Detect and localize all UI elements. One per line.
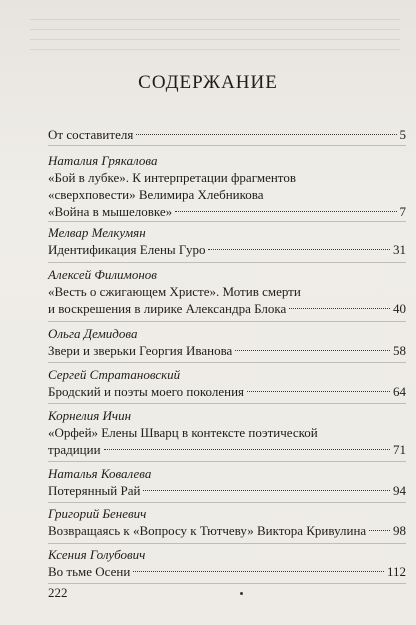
leader-dots <box>289 308 390 309</box>
toc-author: Григорий Беневич <box>48 506 147 521</box>
divider <box>48 362 406 363</box>
leader-dots <box>175 211 396 212</box>
toc-author: Алексей Филимонов <box>48 267 157 282</box>
page-folio: 222 <box>48 585 68 600</box>
divider <box>48 262 406 263</box>
leader-dots <box>369 530 390 531</box>
toc-page-number: 94 <box>393 483 406 498</box>
toc-entry[interactable] <box>48 366 406 400</box>
leader-dots <box>208 249 390 250</box>
divider <box>48 461 406 462</box>
toc-entry-title: Во тьме Осени <box>48 564 131 579</box>
toc-entry[interactable] <box>48 266 406 317</box>
divider <box>48 403 406 404</box>
toc-entry[interactable] <box>48 152 406 220</box>
leader-dots <box>104 449 390 450</box>
toc-entry-line <box>48 241 406 258</box>
print-speck <box>240 592 243 595</box>
toc-entry[interactable] <box>48 325 406 359</box>
toc-page-number: 40 <box>393 301 406 316</box>
divider <box>48 221 406 222</box>
toc-entry-title: Идентификация Елены Гуро <box>48 242 206 257</box>
toc-page-number: 71 <box>393 442 406 457</box>
toc-page-number: 58 <box>393 343 406 358</box>
toc-entry-line <box>48 482 406 499</box>
toc-author: Корнелия Ичин <box>48 408 132 423</box>
toc-entry[interactable] <box>48 126 406 143</box>
toc-author: Ксения Голубович <box>48 547 146 562</box>
toc-entry-line <box>48 383 406 400</box>
toc-entry-line <box>48 342 406 359</box>
leader-dots <box>136 134 396 135</box>
toc-author: Сергей Стратановский <box>48 367 181 382</box>
toc-entry-line <box>48 441 406 458</box>
toc-author: Мелвар Мелкумян <box>48 225 146 240</box>
leader-dots <box>235 350 390 351</box>
toc-entry-line <box>48 203 406 220</box>
toc-entry-title: «Орфей» Елены Шварц в контексте поэтической <box>48 425 318 440</box>
toc-entry-title: Возвращаясь к «Вопросу к Тютчеву» Виктора Кривулина <box>48 523 367 538</box>
toc-page-number: 7 <box>399 204 406 219</box>
toc-entry-line <box>48 563 406 580</box>
divider <box>48 583 406 584</box>
toc-entry-line <box>48 522 406 539</box>
divider <box>48 502 406 503</box>
toc-entry-title: «Война в мышеловке» <box>48 204 173 219</box>
toc-page-number: 112 <box>386 564 406 579</box>
toc-entry-title: «сверхповести» Велимира Хлебникова <box>48 187 264 202</box>
toc-entry[interactable] <box>48 546 406 580</box>
toc-entry-title: традиции <box>48 442 101 457</box>
divider <box>48 543 406 544</box>
leader-dots <box>143 490 390 491</box>
toc-page-number: 98 <box>393 523 406 538</box>
toc-page-number: 5 <box>399 127 406 142</box>
toc-entry-title: Звери и зверьки Георгия Иванова <box>48 343 233 358</box>
toc-entry-title: Потерянный Рай <box>48 483 141 498</box>
toc-entry-line <box>48 300 406 317</box>
toc-page-number: 31 <box>393 242 406 257</box>
toc-entry-line <box>48 126 406 143</box>
toc-author: Ольга Демидова <box>48 326 138 341</box>
leader-dots <box>247 391 390 392</box>
toc-author: Наталия Грякалова <box>48 153 158 168</box>
toc-entry[interactable] <box>48 465 406 499</box>
toc-entry-title: От составителя <box>48 127 134 142</box>
toc-page-number: 64 <box>393 384 406 399</box>
toc-entry[interactable] <box>48 505 406 539</box>
toc-entry-title: Бродский и поэты моего поколения <box>48 384 245 399</box>
divider <box>48 145 406 146</box>
toc-entry[interactable] <box>48 224 406 258</box>
toc-entry-title: и воскрешения в лирике Александра Блока <box>48 301 287 316</box>
toc-entry-title: «Весть о сжигающем Христе». Мотив смерти <box>48 284 301 299</box>
leader-dots <box>133 571 384 572</box>
toc-author: Наталья Ковалева <box>48 466 152 481</box>
divider <box>48 321 406 322</box>
page-title: СОДЕРЖАНИЕ <box>138 72 278 93</box>
toc-entry[interactable] <box>48 407 406 458</box>
toc-entry-title: «Бой в лубке». К интерпретации фрагментов <box>48 170 296 185</box>
show-through-text <box>30 10 400 54</box>
